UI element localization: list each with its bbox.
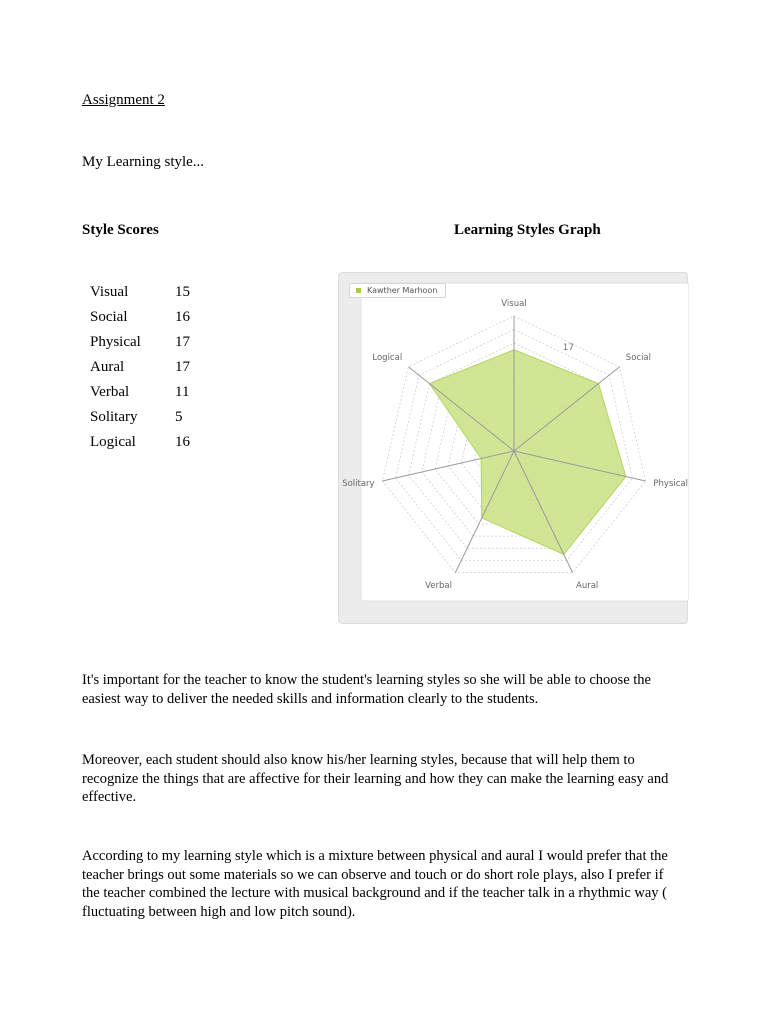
style-score: 16 <box>175 434 190 450</box>
style-name: Verbal <box>90 384 130 400</box>
radar-chart <box>339 273 689 625</box>
style-score: 15 <box>175 284 190 300</box>
style-name: Aural <box>90 359 125 375</box>
style-score: 5 <box>175 409 183 425</box>
radar-axis-label: Visual <box>501 299 527 309</box>
style-scores-table <box>90 280 190 455</box>
radar-axis-label: Social <box>625 352 652 363</box>
style-name: Logical <box>90 434 136 450</box>
legend-swatch <box>356 288 361 293</box>
style-score: 11 <box>175 384 190 400</box>
score-row <box>90 380 190 405</box>
radar-chart-frame <box>338 272 688 624</box>
radar-axis-label: Solitary <box>342 478 375 489</box>
radar-axis-label: Verbal <box>425 580 452 591</box>
style-name: Social <box>90 309 128 325</box>
score-row <box>90 430 190 455</box>
legend-label: Kawther Marhoon <box>367 286 438 295</box>
radar-axis-label: Physical <box>653 478 688 489</box>
learning-styles-graph-heading: Learning Styles Graph <box>454 222 601 238</box>
style-score: 17 <box>175 334 190 350</box>
style-name: Visual <box>90 284 129 300</box>
paragraph: Moreover, each student should also know his/her learning styles, because that will help them to recognize the things that are affective for their learning and how they can make the learning easy and effective. <box>82 752 669 805</box>
score-row <box>90 355 190 380</box>
score-row <box>90 330 190 355</box>
style-name: Solitary <box>90 409 138 425</box>
style-score: 16 <box>175 309 190 325</box>
score-row <box>90 305 190 330</box>
score-row <box>90 405 190 430</box>
radar-scale-label: 17 <box>562 342 575 353</box>
paragraph: It's important for the teacher to know the student's learning styles so she will be able to choose the easiest way to deliver the needed skills and information clearly to the students. <box>82 672 651 707</box>
chart-legend <box>349 283 446 298</box>
page-title: Assignment 2 <box>82 92 165 108</box>
paragraph: According to my learning style which is a mixture between physical and aural I would prefer that the teacher brings out some materials so we can observe and touch or do short role plays, also I prefer if the teacher combined the lecture with musical background and if the teacher talk in a rhythmic way ( fluctuating between high and low pitch sound). <box>82 848 668 920</box>
radar-axis-label: Aural <box>576 580 599 591</box>
radar-axis-label: Logical <box>372 352 403 363</box>
style-scores-heading: Style Scores <box>82 222 159 238</box>
subtitle: My Learning style... <box>82 154 205 170</box>
style-score: 17 <box>175 359 190 375</box>
score-row <box>90 280 190 305</box>
style-name: Physical <box>90 334 141 350</box>
